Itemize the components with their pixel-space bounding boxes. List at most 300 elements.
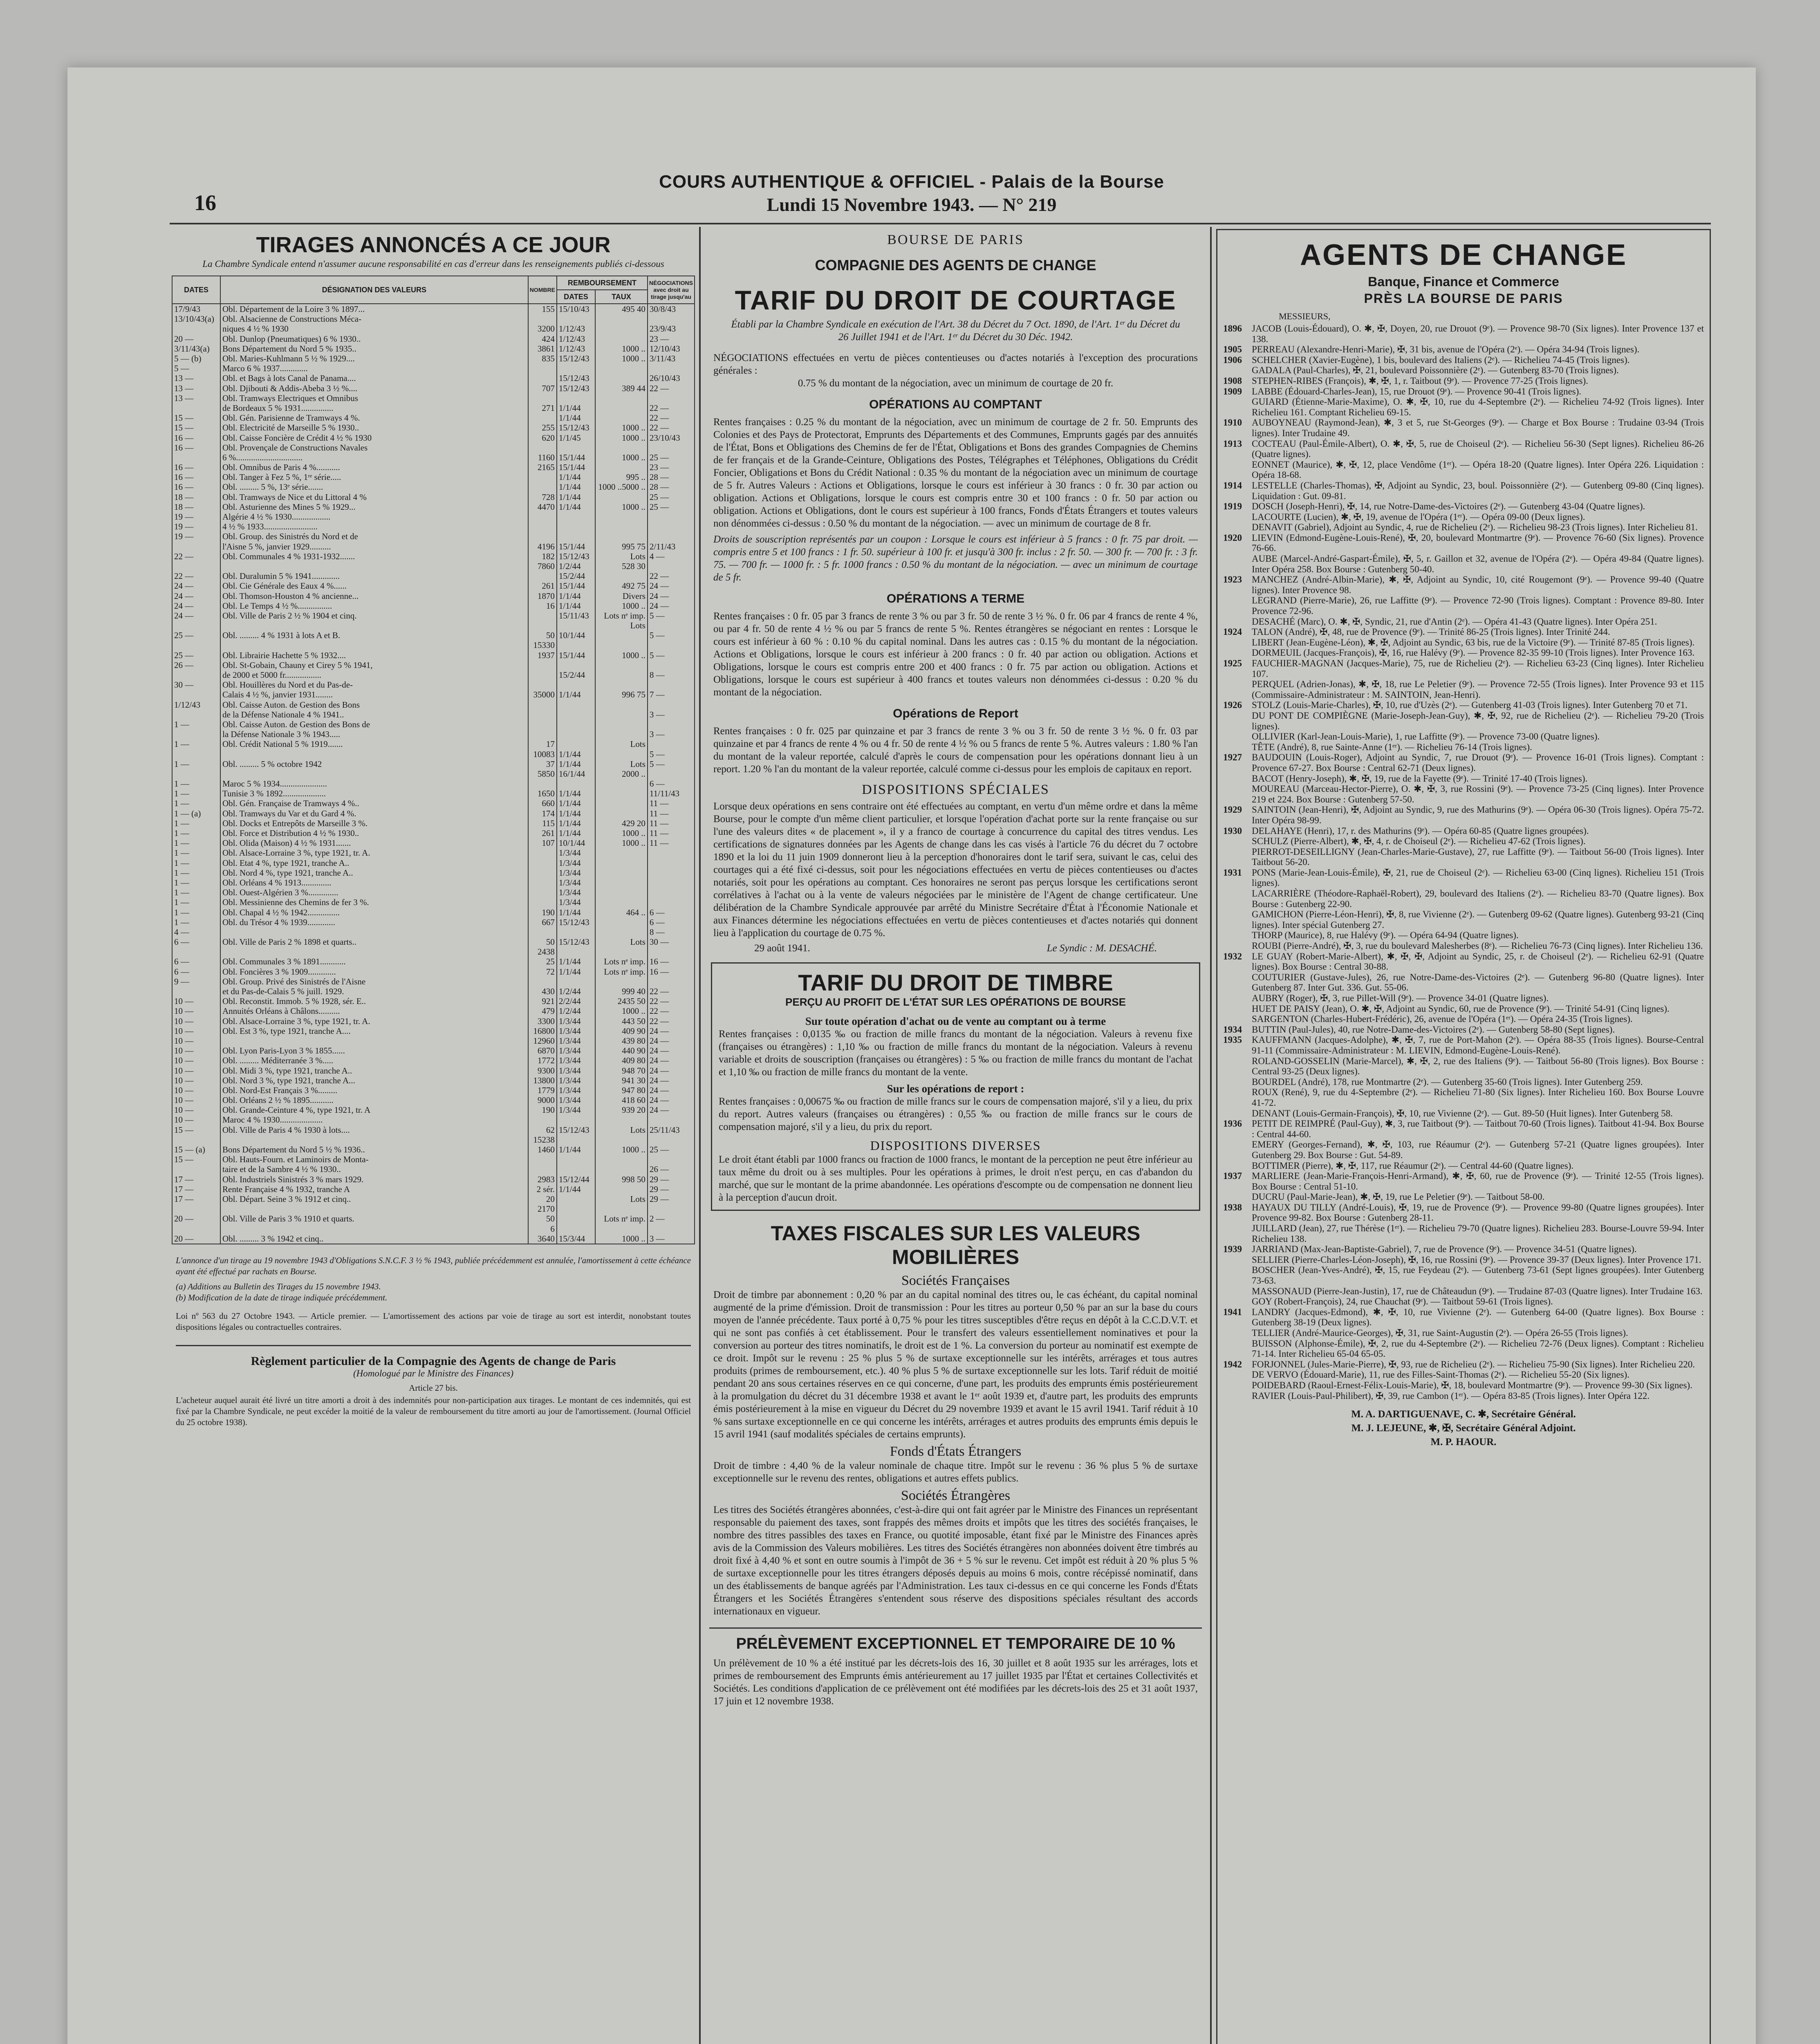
row-negociation [648,680,695,690]
row-taux [595,492,648,502]
row-designation [220,561,528,571]
row-nombre [528,413,557,423]
row-designation: Obl. Ville de Paris 2 ½ % 1904 et cinq. [220,611,528,621]
row-nombre [528,700,557,710]
row-negociation [648,848,695,858]
row-designation: Calais 4 ½ %, janvier 1931........ [220,690,528,699]
row-remb-date: 1/1/45 [557,433,595,442]
row-taux [595,917,648,927]
row-nombre [528,512,557,522]
row-negociation: 22 — [648,423,695,433]
diverses-text: Le droit étant établi par 1000 francs ou fraction de 1000 francs, le montant de la perception ne peut être inférieur au taux même du droit ou à ses multiples. Pour les opérations à primes, le droit n'est perçu, en cas d'abandon du marché, que sur le montant de la prime abandonnée. Les opérations d'escompte ou de compensation ne donnent lieu à la perception d'aucun droit. [719,1154,1192,1203]
row-remb-date: 1/1/44 [557,1184,595,1194]
agent-entry [1223,941,1704,951]
row-nombre: 261 [528,828,557,838]
row-taux: 1000 .. [595,423,648,433]
row-taux: Lots [595,1194,648,1204]
agent-entry [1223,1139,1704,1160]
agent-year [1223,522,1252,533]
agents-subtitle: Banque, Finance et Commerce [1368,274,1559,289]
row-designation: Obl. Alsace-Lorraine 3 %, type 1921, tr. A. [220,848,528,858]
row-designation: Obl. Messinienne des Chemins de fer 3 %. [220,897,528,907]
row-nombre [528,680,557,690]
row-remb-date: 15/1/44 [557,462,595,472]
row-negociation: 25/11/43 [648,1125,695,1135]
row-taux: 939 20 [595,1105,648,1115]
row-designation: Obl. Est 3 %, type 1921, tranche A.... [220,1026,528,1036]
agent-year: 1896 [1223,323,1242,334]
row-remb-date: 10/1/44 [557,630,595,640]
table-row [172,858,695,868]
row-date: 16 — [172,462,220,472]
agent-entry [1223,784,1704,805]
agent-year [1223,836,1252,847]
row-negociation: 22 — [648,1006,695,1016]
row-nombre [528,571,557,581]
row-nombre: 50 [528,1214,557,1224]
row-negociation: 24 — [648,1046,695,1056]
table-row [172,1224,695,1233]
row-remb-date: 15/12/43 [557,1125,595,1135]
row-remb-date [557,779,595,789]
row-taux: 464 .. [595,907,648,917]
etrangeres-title: Sociétés Étrangères [901,1488,1011,1503]
row-nombre: 1772 [528,1056,557,1065]
row-remb-date: 1/3/44 [557,1016,595,1026]
table-row [172,354,695,363]
agent-entry [1223,501,1704,512]
agent-entry [1223,1223,1704,1244]
row-nombre: 2983 [528,1174,557,1184]
row-date: 15 — [172,423,220,433]
row-taux: 418 60 [595,1095,648,1105]
row-remb-date [557,363,595,373]
row-designation: Obl. Communales 4 % 1931-1932....... [220,551,528,561]
row-taux: 1000 .. [595,354,648,363]
terme-text: Rentes françaises : 0 fr. 05 par 3 francs de rente 3 % ou par 3 fr. 50 de rente 3 ½ %. 0 fr. 06 par 4 francs de rente 4 %, ou par 4 fr. 50 de rente 4 ½ % ou par 5 francs de rente 5 %. Rentes étrangères se négociant en rentes : Lorsque le cours est inférieur à 60 % : 0.10 % du capital nominal. Dans les autres cas : 0.15 % du montant de la négociation. Actions et Obligations, lorsque le cours est inférieur à 200 francs : 0 fr. 40 par action ou obligation. Actions et Obligations, lorsque le cours est compris entre 200 et 400 francs : 0 fr. 75 par action ou obligation. Actions et Obligations, lorsque le cours est supérieur à 400 francs et toutes valeurs non dénommées ci-dessus : 0.20 % du montant de la négociation. [713,611,1198,698]
table-row [172,1174,695,1184]
row-date: 1 — [172,858,220,868]
row-date: 16 — [172,472,220,482]
row-nombre: 190 [528,1105,557,1115]
officers [1217,1407,1710,1449]
row-remb-date: 15/12/43 [557,423,595,433]
table-row [172,561,695,571]
table-row [172,591,695,601]
agent-year [1223,1087,1252,1108]
col-designation: DÉSIGNATION DES VALEURS [220,276,528,304]
agent-details: BUTTIN (Paul-Jules), 40, rue Notre-Dame-des-Victoires (2ᵉ). — Gutenberg 58-80 (Sept lignes). [1252,1024,1615,1035]
row-nombre [528,868,557,878]
agent-details: FORJONNEL (Jules-Marie-Pierre), ✠, 93, rue de Richelieu (2ᵉ). — Richelieu 75-90 (Six lignes). Inter Richelieu 220. [1252,1359,1695,1369]
row-negociation [648,947,695,957]
row-taux: 439 80 [595,1036,648,1046]
table-row [172,630,695,640]
row-designation: Obl. Départ. Seine 3 % 1912 et cinq.. [220,1194,528,1204]
row-negociation: 23/9/43 [648,324,695,334]
row-nombre [528,729,557,739]
agent-entry [1223,376,1704,386]
row-date: 10 — [172,1056,220,1065]
table-row [172,690,695,699]
timbre-report-text: Rentes françaises : 0,00675 ‰ ou fraction de mille francs sur le cours de compensation majoré, s'il y a lieu, du prix du report. Autres valeurs (françaises ou étrangères) : 0,55 ‰ ou fraction de mille francs sur le cours de compensation majoré, s'il y a lieu, du prix du report. [719,1096,1192,1132]
row-date: 10 — [172,1036,220,1046]
row-date: 10 — [172,1105,220,1115]
agent-details: ROUBI (Pierre-André), ✠, 3, rue du boulevard Malesherbes (8ᵉ). — Richelieu 76-73 (Cinq lignes). Inter Richelieu 136. [1252,941,1703,951]
column-rule-1 [699,227,701,2044]
row-date: 1 — [172,838,220,848]
agent-year [1223,595,1252,616]
row-taux [595,1224,648,1233]
row-nombre: 261 [528,581,557,591]
table-row [172,640,695,650]
column-rule-2 [1210,227,1212,2044]
agent-entry [1223,1369,1704,1380]
row-date: 1 — [172,828,220,838]
row-remb-date [557,1135,595,1145]
row-nombre [528,1115,557,1125]
agent-year [1223,637,1252,648]
col-dates: DATES [172,276,220,304]
comptant-text: Rentes françaises : 0.25 % du montant de la négociation, avec un minimum de courtage de 2 fr. 50. Emprunts des Colonies et des Pays de Protectorat, Emprunts des Départements et des Communes, Emprunts gagés par des annuités de l'État, Bons et Obligations des Chemins de fer de l'État, Obligations et Bons des grandes Compagnies de Chemins de fer français et de la Grande-Ceinture, Obligations des Postes, Télégraphes et Téléphones, Obligations du Crédit Foncier, Obligations et Bons du Crédit National : 0.35 % du montant de la négociation avec un minimum de courtage de 5 fr. Autres Valeurs : Actions et Obligations, lorsque le cours est inférieur à 30 francs : 0 fr. 30 par action ou obligation. Actions et Obligations, lorsque le cours est compris entre 30 et 100 francs : 0 fr. 50 par action ou obligation. Actions et Obligations, dont le cours est supérieur à 100 francs, Fonds d'États Étrangers et toutes valeurs non dénommées ci-dessus : 0.50 % du montant de la négociation. — avec un minimum de courtage de 8 fr. [713,417,1198,529]
row-negociation: 3/11/43 [648,354,695,363]
row-negociation [648,977,695,986]
row-negociation: 29 — [648,1174,695,1184]
row-designation: et du Pas-de-Calais 5 % juill. 1929. [220,986,528,996]
agent-entry [1223,1286,1704,1297]
agent-entry [1223,836,1704,847]
row-negociation [648,443,695,453]
row-taux [595,334,648,344]
row-negociation: 16 — [648,957,695,966]
row-date: 24 — [172,591,220,601]
top-rule [170,223,1711,224]
row-taux: 440 90 [595,1046,648,1056]
row-designation: Obl. du Trésor 4 % 1939............. [220,917,528,927]
row-remb-date: 1/1/44 [557,798,595,808]
agent-year: 1929 [1223,805,1242,815]
row-date [172,769,220,779]
row-taux [595,848,648,858]
agent-year [1223,512,1252,522]
agent-details: JUILLARD (Jean), 27, rue Thérèse (1ᵉʳ). — Richelieu 79-70 (Quatre lignes). Richelieu 283. Bourse-Louvre 59-94. Inter Richelieu 138. [1252,1223,1704,1244]
table-row [172,917,695,927]
agent-year [1223,1108,1252,1119]
table-row [172,571,695,581]
table-row [172,1056,695,1065]
agent-entry [1223,386,1704,397]
agent-details: LE GUAY (Robert-Marie-Albert), ✱, ✠, ✠, Adjoint au Syndic, 25, r. de Choiseul (2ᵉ). — Richelieu 62-91 (Quatre lignes). Box Bourse : Central 30-88. [1252,951,1704,972]
agent-year [1223,1223,1252,1244]
row-designation: Obl. Provençale de Constructions Navales [220,443,528,453]
agent-entry [1223,344,1704,355]
agent-details: GADALA (Paul-Charles), ✠, 21, boulevard Poissonnière (2ᵉ). — Gutenberg 83-70 (Trois lignes). [1252,365,1619,376]
row-taux [595,393,648,403]
row-taux: 1000 .. [595,453,648,462]
table-row [172,749,695,759]
row-designation [220,1036,528,1046]
row-remb-date [557,947,595,957]
agent-entry [1223,459,1704,480]
row-nombre: 50 [528,630,557,640]
row-remb-date: 1/3/44 [557,1076,595,1085]
row-negociation: 12/10/43 [648,344,695,354]
agent-entry [1223,1307,1704,1328]
row-nombre: 255 [528,423,557,433]
row-taux: Lots [595,621,648,630]
agent-year: 1914 [1223,480,1242,491]
row-date: 6 — [172,967,220,977]
agent-year [1223,554,1252,574]
agent-details: POIDEBARD (Raoul-Ernest-Félix-Louis-Marie), ✠, 18, boulevard Montmartre (9ᵉ). — Provence 99-30 (Six lignes). [1252,1380,1692,1390]
row-negociation [648,512,695,522]
row-date: 17 — [172,1174,220,1184]
row-date: 17/9/43 [172,304,220,314]
row-nombre [528,531,557,541]
page-header [67,172,1756,215]
row-date [172,1224,220,1233]
agent-year [1223,1139,1252,1160]
row-nombre: 667 [528,917,557,927]
officer-line: M. A. DARTIGUENAVE, C. ✱, Secrétaire Général. [1351,1409,1576,1420]
row-negociation [648,878,695,888]
row-designation: Obl. Orléans 2 ½ % 1895........... [220,1095,528,1105]
row-nombre: 7860 [528,561,557,571]
report-title: Opérations de Report [893,707,1018,720]
row-taux [595,888,648,897]
agent-details: SCHULZ (Pierre-Albert), ✱, ✠, 4, r. de Choiseul (2ᵉ). — Richelieu 47-62 (Trois lignes). [1252,836,1586,847]
table-row [172,433,695,442]
row-taux [595,710,648,719]
agent-entry [1223,1118,1704,1139]
table-row [172,314,695,324]
agent-year [1223,365,1252,376]
row-negociation: 24 — [648,601,695,611]
table-row [172,482,695,492]
row-nombre: 4196 [528,542,557,551]
table-row [172,334,695,344]
row-designation: l'Aisne 5 %, janvier 1929.......... [220,542,528,551]
table-row [172,1184,695,1194]
agent-year [1223,1286,1252,1297]
row-taux [595,947,648,957]
row-date: 9 — [172,977,220,986]
row-designation [220,1135,528,1145]
agent-entry [1223,731,1704,742]
row-designation: Obl. Chapal 4 ½ % 1942............... [220,907,528,917]
row-taux [595,798,648,808]
row-nombre [528,710,557,719]
agent-year [1223,1296,1252,1307]
row-date: 1 — (a) [172,809,220,818]
row-date: 25 — [172,650,220,660]
agent-details: LIBERT (Jean-Eugène-Léon), ✱, ✠, Adjoint au Syndic, 63 bis, rue de la Victoire (9ᵉ). — Trinité 87-85 (Trois lignes). [1252,637,1695,648]
row-designation: Obl. Le Temps 4 ½ %................ [220,601,528,611]
etrangeres-text: Les titres des Sociétés étrangères abonnées, c'est-à-dire qui ont fait agréer par le Ministre des Finances un représentant responsable du paiement des taxes, sont frappés des mêmes droits et impôts que les titres des sociétés françaises, le nombre des titres passibles des taxes en France, ou quotité imposable, étant fixé par le Ministre des Finances après avis de la Commission des Valeurs mobilières. Les titres des Sociétés étrangères non abonnées doivent être timbrés au droit fixé à 4,40 % et sont en outre soumis à l'impôt de 36 + 5 % sur le revenu. Cet impôt est réduit à 20 % plus 5 % de surtaxe exceptionnelle pour les titres étrangers déposés depuis au moins 6 mois, contre récépissé nominatif, dans un des établissements de banque agréés par l'Administration. Les taux ci-dessus en ce qui concerne les Fonds d'États Étrangers et les Sociétés Étrangères s'entendent sous réserve des dispositions spéciales résultant des accords internationaux en vigueur. [713,1504,1198,1617]
agent-details: ROUX (René), 9, rue du 4-Septembre (2ᵉ). — Richelieu 71-80 (Six lignes). Inter Richelieu 160. Box Bourse Louvre 41-72. [1252,1087,1704,1108]
table-row [172,967,695,977]
agent-year: 1910 [1223,417,1242,428]
table-row [172,838,695,848]
agent-entry [1223,512,1704,522]
table-row [172,1046,695,1056]
row-remb-date [557,927,595,937]
row-remb-date: 1/1/44 [557,967,595,977]
agent-details: MASSONAUD (Pierre-Jean-Justin), 17, rue de Châteaudun (9ᵉ). — Trudaine 87-03 (Quatre lignes). Inter Trudaine 163. [1252,1286,1703,1296]
row-remb-date: 1/1/44 [557,957,595,966]
row-taux [595,640,648,650]
row-taux: 1000 .. [595,828,648,838]
agent-entry [1223,700,1704,710]
table-row [172,809,695,818]
row-date [172,1164,220,1174]
negociations-text: NÉGOCIATIONS effectuées en vertu de pièces contentieuses ou d'actes notariés à l'exception des procurations générales : [713,352,1198,376]
agent-year: 1924 [1223,627,1242,637]
agent-details: HAYAUX DU TILLY (André-Louis), ✠, 19, rue de Provence (9ᵉ). — Provence 99-80 (Quatre lignes groupées). Inter Provence 99-82. Box Bourse : Gutenberg 28-11. [1252,1202,1704,1223]
row-nombre: 660 [528,798,557,808]
row-remb-date: 1/3/44 [557,897,595,907]
row-remb-date [557,314,595,324]
row-designation: Obl. Caisse Auton. de Gestion des Bons [220,700,528,710]
row-taux [595,789,648,798]
agent-entry [1223,1056,1704,1077]
row-taux: Lots [595,1125,648,1135]
row-date: 1 — [172,888,220,897]
agent-year: 1941 [1223,1307,1242,1317]
row-negociation [648,621,695,630]
agent-details: GOY (Robert-François), 24, rue Chauchat (9ᵉ). — Taitbout 59-61 (Trois lignes). [1252,1296,1553,1307]
timbre-lead: Sur toute opération d'achat ou de vente au comptant ou à terme [805,1015,1106,1027]
row-date: 20 — [172,334,220,344]
row-date: 10 — [172,1076,220,1085]
row-nombre [528,897,557,907]
row-date: 19 — [172,512,220,522]
row-negociation: 2 — [648,1214,695,1224]
agent-year [1223,1391,1252,1401]
row-date: 24 — [172,601,220,611]
row-negociation: 6 — [648,917,695,927]
agent-year [1223,888,1252,909]
col-remb-taux: TAUX [595,290,648,304]
agent-year: 1937 [1223,1171,1242,1181]
agent-details: DUCRU (Paul-Marie-Jean), ✱, ✠, 19, rue Le Peletier (9ᵉ). — Taitbout 58-00. [1252,1192,1545,1202]
agent-year: 1939 [1223,1244,1242,1255]
row-taux [595,531,648,541]
row-date: 24 — [172,581,220,591]
row-taux: 389 44 [595,383,648,393]
agent-details: AUBE (Marcel-André-Gaspart-Émile), ✠, 5, r. Gaillon et 32, avenue de l'Opéra (2ᵉ). — Opéra 49-84 (Quatre lignes). Inter Opéra 258. Box Bourse : Gutenberg 50-40. [1252,554,1704,574]
row-nombre: 2 sér. [528,1184,557,1194]
issue-date: Lundi 15 Novembre 1943. — N° 219 [767,194,1057,215]
agent-entry [1223,742,1704,753]
row-designation: de la Défense Nationale 4 % 1941.. [220,710,528,719]
officer-line: M. J. LEJEUNE, ✱, ✠, Secrétaire Général Adjoint. [1351,1423,1576,1434]
row-taux [595,878,648,888]
agent-details: STOLZ (Louis-Marie-Charles), ✠, 10, rue d'Uzès (2ᵉ). — Gutenberg 41-03 (Trois lignes). Inter Gutenberg 70 et 71. [1252,700,1688,710]
row-date [172,690,220,699]
row-nombre: 2165 [528,462,557,472]
agent-entry [1223,1202,1704,1223]
row-remb-date: 1/12/43 [557,324,595,334]
row-negociation [648,769,695,779]
agent-year [1223,909,1252,930]
table-row [172,403,695,413]
agent-entry [1223,1108,1704,1119]
row-taux [595,403,648,413]
row-negociation: 26 — [648,1164,695,1174]
table-row [172,1026,695,1036]
row-nombre: 3640 [528,1234,557,1244]
row-nombre: 25 [528,957,557,966]
row-designation: Obl. et Bags à lots Canal de Panama.... [220,373,528,383]
row-negociation: 28 — [648,482,695,492]
table-row [172,393,695,403]
row-date [172,403,220,413]
row-date: 4 — [172,927,220,937]
row-date [172,1135,220,1145]
table-row [172,937,695,947]
row-nombre: 16800 [528,1026,557,1036]
row-date: 25 — [172,630,220,640]
agent-entry [1223,1391,1704,1401]
note-b: (b) Modification de la date de tirage indiquée précédemment. [176,1292,388,1302]
row-date: 1 — [172,759,220,769]
tirages-rows [172,304,695,1244]
row-date: 1 — [172,798,220,808]
row-negociation: 24 — [648,1105,695,1115]
agent-entry [1223,533,1704,554]
table-row [172,1145,695,1154]
row-nombre: 430 [528,986,557,996]
row-nombre: 155 [528,304,557,314]
row-negociation: 11 — [648,838,695,848]
row-remb-date: 1/1/44 [557,482,595,492]
row-date: 13 — [172,373,220,383]
table-row [172,453,695,462]
row-negociation [648,640,695,650]
table-row [172,1085,695,1095]
row-designation: Obl. Foncières 3 % 1909............. [220,967,528,977]
row-taux: 1000 .. [595,433,648,442]
agent-entry [1223,323,1704,344]
row-remb-date: 1/1/44 [557,413,595,423]
row-remb-date: 1/3/44 [557,888,595,897]
row-designation: Maroc 4 % 1930.................... [220,1115,528,1125]
row-negociation: 23/10/43 [648,433,695,442]
row-negociation: 26/10/43 [648,373,695,383]
etats-title: Fonds d'États Étrangers [890,1444,1022,1459]
row-date [172,1204,220,1214]
row-taux [595,779,648,789]
row-taux: 999 40 [595,986,648,996]
table-row [172,779,695,789]
row-designation: Annuités Orléans à Châlons.......... [220,1006,528,1016]
row-remb-date: 15/12/43 [557,917,595,927]
agent-entry [1223,574,1704,595]
agent-details: EMERY (Georges-Fernand), ✱, ✠, 103, rue Réaumur (2ᵉ). — Gutenberg 57-21 (Quatre lignes groupées). Inter Gutenberg 29. Box Bourse : Gut. 54-89. [1252,1139,1704,1160]
row-date: 30 — [172,680,220,690]
agent-entry [1223,1359,1704,1370]
row-designation: Obl. Omnibus de Paris 4 %........... [220,462,528,472]
row-negociation: 22 — [648,996,695,1006]
row-nombre: 10083 [528,749,557,759]
agent-details: RAVIER (Louis-Paul-Philibert), ✠, 39, rue Cambon (1ᵉʳ). — Opéra 83-85 (Trois lignes). Inter Opéra 122. [1252,1390,1650,1401]
row-remb-date: 1/1/44 [557,809,595,818]
row-remb-date [557,977,595,986]
table-row [172,798,695,808]
row-taux: 1000 .. [595,1234,648,1244]
table-row [172,848,695,858]
